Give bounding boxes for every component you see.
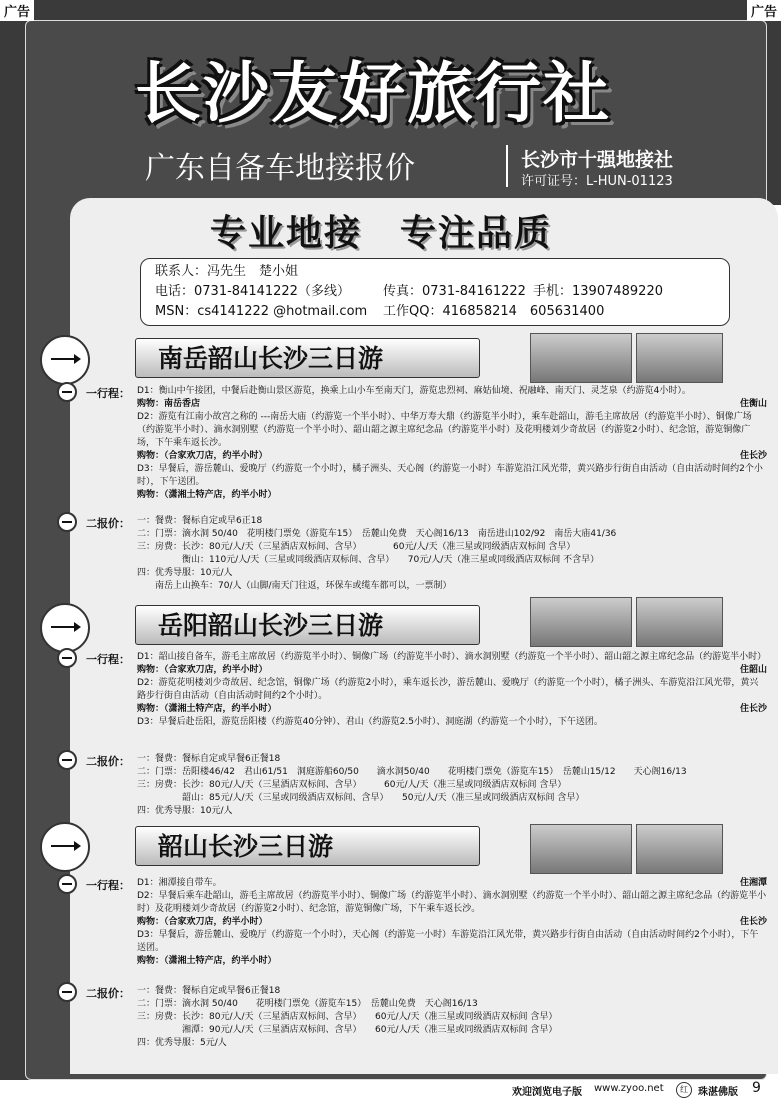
itinerary-line bbox=[137, 398, 767, 411]
itinerary-text: 购物：（潇湘土特产店，约半小时） bbox=[137, 956, 277, 966]
contact-people: 联系人：冯先生 楚小姐 bbox=[155, 264, 299, 279]
itinerary-line bbox=[137, 703, 767, 716]
edition-logo-icon: 红 bbox=[676, 1082, 692, 1098]
stay-location: 住韶山 bbox=[739, 665, 767, 675]
itinerary-text: D2：游览花明楼刘少奇故居、纪念馆，铜像广场（约游览2小时），乘车返长沙，游岳麓山、爱晚厅（约游览一个小时），橘子洲头、车游览沿江风光带，黄兴路步行街自由活动（自由活动时间约2个小时）。 bbox=[137, 678, 759, 701]
stay-location: 住长沙 bbox=[739, 917, 767, 927]
price-label: 二报价： bbox=[86, 755, 130, 768]
contact-mobile: 手机：13907489220 bbox=[533, 284, 663, 299]
price-block bbox=[137, 985, 767, 1050]
quote-subtitle: 广东自备车地接报价 bbox=[145, 151, 415, 186]
price-block bbox=[137, 753, 767, 818]
slogan: 专业地接 专注品质 bbox=[210, 213, 553, 254]
itinerary-text: D3：早餐后赴岳阳，游览岳阳楼（约游览40分钟）、君山（约游览2.5小时）、洞庭湖（约游览一个小时），下午送团。 bbox=[137, 717, 603, 727]
contact-msn: MSN：cs4141222 @hotmail.com bbox=[155, 304, 368, 319]
itinerary-label: 一行程： bbox=[86, 879, 130, 892]
contact-fax: 传真：0731-84161222 bbox=[383, 284, 526, 299]
tour-title: 韶山长沙三日游 bbox=[135, 826, 480, 866]
arrow-icon bbox=[57, 512, 77, 532]
price-line: 四：优秀导服：5元/人 bbox=[137, 1038, 227, 1048]
price-line: 一：餐费：餐标自定或早餐6正餐18 bbox=[137, 754, 281, 764]
itinerary-block bbox=[137, 651, 767, 729]
arrow-icon bbox=[57, 982, 77, 1002]
price-line: 一：餐费：餐标自定或早6正18 bbox=[137, 516, 263, 526]
page-footer bbox=[0, 1080, 781, 1100]
price-line: 三：房费：长沙：80元/人/天（三星酒店双标间、含早） 60元/人/天（准三星或同级酒店双标间 含早） bbox=[137, 1012, 558, 1022]
itinerary-line bbox=[137, 955, 767, 968]
itinerary-text: D3：早餐后，游岳麓山、爱晚厅（约游览一个小时），天心阁（约游览一小时）车游览沿江风光带，黄兴路步行街自由活动（自由活动时间约2个小时），下午送团。 bbox=[137, 930, 759, 953]
stay-location: 住长沙 bbox=[739, 451, 767, 461]
itinerary-text: 购物：（潇湘土特产店，约半小时） bbox=[137, 704, 277, 714]
price-line: 三：房费：长沙：80元/人/天（三星酒店双标间、含早） 60元/人/天（准三星或同级酒店双标间 含早） bbox=[137, 780, 567, 790]
price-line: 四：优秀导服：10元/人 bbox=[137, 568, 233, 578]
ad-tag-left: 广告 bbox=[0, 0, 34, 21]
itinerary-line bbox=[137, 411, 767, 450]
tour-photo bbox=[530, 597, 632, 647]
itinerary-text: D2：游览有江南小故宫之称的 ---南岳大庙（约游览一个半小时）、中华万寿大鼎（约游览半小时），乘车赴韶山，游毛主席故居（约游览半小时）、铜像广场（约游览半小时）、滴水洞别墅（约游览一个半小时）、韶山韶之源主席纪念品（约游览半小时）及花明楼刘少奇故居（约游览2小时）、纪念馆，游览铜像广场，下午乘车返长沙。 bbox=[137, 412, 752, 448]
itinerary-line bbox=[137, 916, 767, 929]
price-line: 二：门票：滴水洞 50/40 花明楼门票免（游览车15） 岳麓山免费 天心阁16/13 南岳进山102/92 南岳大庙41/36 bbox=[137, 529, 617, 539]
itinerary-line bbox=[137, 677, 767, 703]
itinerary-label: 一行程： bbox=[86, 387, 130, 400]
itinerary-line bbox=[137, 877, 767, 890]
section-arrow-icon bbox=[40, 822, 90, 872]
footer-edition: 珠湛佛版 bbox=[698, 1087, 738, 1098]
arrow-icon bbox=[57, 750, 77, 770]
price-line: 四：优秀导服：10元/人 bbox=[137, 806, 233, 816]
contact-phone: 电话：0731-84141222（多线） bbox=[155, 284, 350, 299]
itinerary-text: D1：湘潭接自带车。 bbox=[137, 878, 222, 888]
arrow-icon bbox=[57, 382, 77, 402]
itinerary-text: 购物：（合家欢刀店，约半小时） bbox=[137, 917, 268, 927]
section-arrow-icon bbox=[40, 335, 90, 385]
price-line: 一：餐费：餐标自定或早餐6正餐18 bbox=[137, 986, 281, 996]
itinerary-line bbox=[137, 890, 767, 916]
price-line: 二：门票：岳阳楼46/42 君山61/51 洞庭游船60/50 滴水洞50/40 花明楼门票免（游览车15） 岳麓山15/12 天心阁16/13 bbox=[137, 767, 687, 777]
price-line: 韶山：85元/人/天（三星或同级酒店双标间、含早） 50元/人/天（准三星或同级酒店双标间 含早） bbox=[137, 793, 585, 803]
itinerary-text: D1：韶山接自备车，游毛主席故居（约游览半小时）、铜像广场（约游览半小时）、滴水洞别墅（约游览一个半小时）、韶山韶之源主席纪念品（约游览半小时） bbox=[137, 652, 767, 662]
stay-location: 住长沙 bbox=[739, 704, 767, 714]
agency-badge: 长沙市十强地接社 bbox=[521, 149, 674, 171]
price-label: 二报价： bbox=[86, 987, 130, 1000]
stay-location: 住湘潭 bbox=[739, 878, 767, 888]
tour-photo bbox=[530, 824, 632, 874]
itinerary-text: D3：早餐后，游岳麓山、爱晚厅（约游览一个小时），橘子洲头、天心阁（约游览一小时）车游览沿江风光带，黄兴路步行街自由活动（自由活动时间约2个小时），下午送团。 bbox=[137, 464, 763, 487]
license-number: 许可证号：L-HUN-01123 bbox=[521, 174, 673, 189]
itinerary-label: 一行程： bbox=[86, 653, 130, 666]
page-number: 9 bbox=[752, 1080, 761, 1096]
header-divider bbox=[506, 145, 508, 187]
price-label: 二报价： bbox=[86, 517, 130, 530]
itinerary-block bbox=[137, 385, 767, 502]
ad-tag-right: 广告 bbox=[747, 0, 781, 21]
itinerary-line bbox=[137, 385, 767, 398]
price-line: 南岳上山换车：70/人（山脚/南天门往返，环保车或缆车都可以，一票制） bbox=[137, 581, 452, 591]
itinerary-line bbox=[137, 716, 767, 729]
price-line: 衡山：110元/人/天（三星或同级酒店双标间、含早） 70元/人/天（准三星或同级酒店双标间 不含早） bbox=[137, 555, 600, 565]
footer-browse: 欢迎浏览电子版 bbox=[512, 1087, 582, 1098]
tour-photo bbox=[636, 597, 723, 647]
arrow-icon bbox=[57, 874, 77, 894]
itinerary-text: 购物：（潇湘土特产店，约半小时） bbox=[137, 490, 277, 500]
footer-url[interactable]: www.zyoo.net bbox=[594, 1083, 664, 1094]
price-block bbox=[137, 515, 767, 593]
itinerary-line bbox=[137, 651, 767, 664]
price-line: 二：门票：滴水洞 50/40 花明楼门票免（游览车15） 岳麓山免费 天心阁16/13 bbox=[137, 999, 478, 1009]
itinerary-line bbox=[137, 463, 767, 489]
contact-box bbox=[140, 258, 730, 326]
itinerary-block bbox=[137, 877, 767, 968]
section-arrow-icon bbox=[40, 603, 90, 653]
price-line: 三：房费：长沙：80元/人/天（三星酒店双标间、含早） 60元/人/天（准三星或同级酒店双标间 含早） bbox=[137, 542, 576, 552]
itinerary-text: 购物：（合家欢刀店，约半小时） bbox=[137, 665, 268, 675]
tour-title: 岳阳韶山长沙三日游 bbox=[135, 605, 480, 645]
itinerary-line bbox=[137, 929, 767, 955]
tour-photo bbox=[530, 333, 632, 383]
itinerary-text: 购物：（合家欢刀店，约半小时） bbox=[137, 451, 268, 461]
agency-title: 长沙友好旅行社 bbox=[135, 55, 611, 132]
itinerary-line bbox=[137, 489, 767, 502]
contact-qq: 工作QQ：416858214 605631400 bbox=[383, 304, 605, 319]
price-line: 湘潭：90元/人/天（三星酒店双标间、含早） 60元/人/天（准三星或同级酒店双标间 含早） bbox=[137, 1025, 558, 1035]
itinerary-text: 购物：南岳香店 bbox=[137, 399, 201, 409]
tour-title: 南岳韶山长沙三日游 bbox=[135, 338, 480, 378]
arrow-icon bbox=[57, 648, 77, 668]
stay-location: 住衡山 bbox=[739, 399, 767, 409]
tour-photo bbox=[636, 824, 723, 874]
itinerary-text: D2：早餐后乘车赴韶山，游毛主席故居（约游览半小时）、铜像广场（约游览半小时）、滴水洞别墅（约游览一个半小时）、韶山韶之源主席纪念品（约游览半小时）及花明楼刘少奇故居（约游览2小时）、纪念馆，游览铜像广场，下午乘车返长沙。 bbox=[137, 891, 767, 914]
itinerary-line bbox=[137, 664, 767, 677]
itinerary-line bbox=[137, 450, 767, 463]
itinerary-text: D1：衡山中午接团，中餐后赴衡山景区游览，换乘上山小车至南天门，游览忠烈祠、麻姑仙境、祝融峰、南天门、灵芝泉（约游览4小时）。 bbox=[137, 386, 691, 396]
tour-photo bbox=[636, 333, 723, 383]
